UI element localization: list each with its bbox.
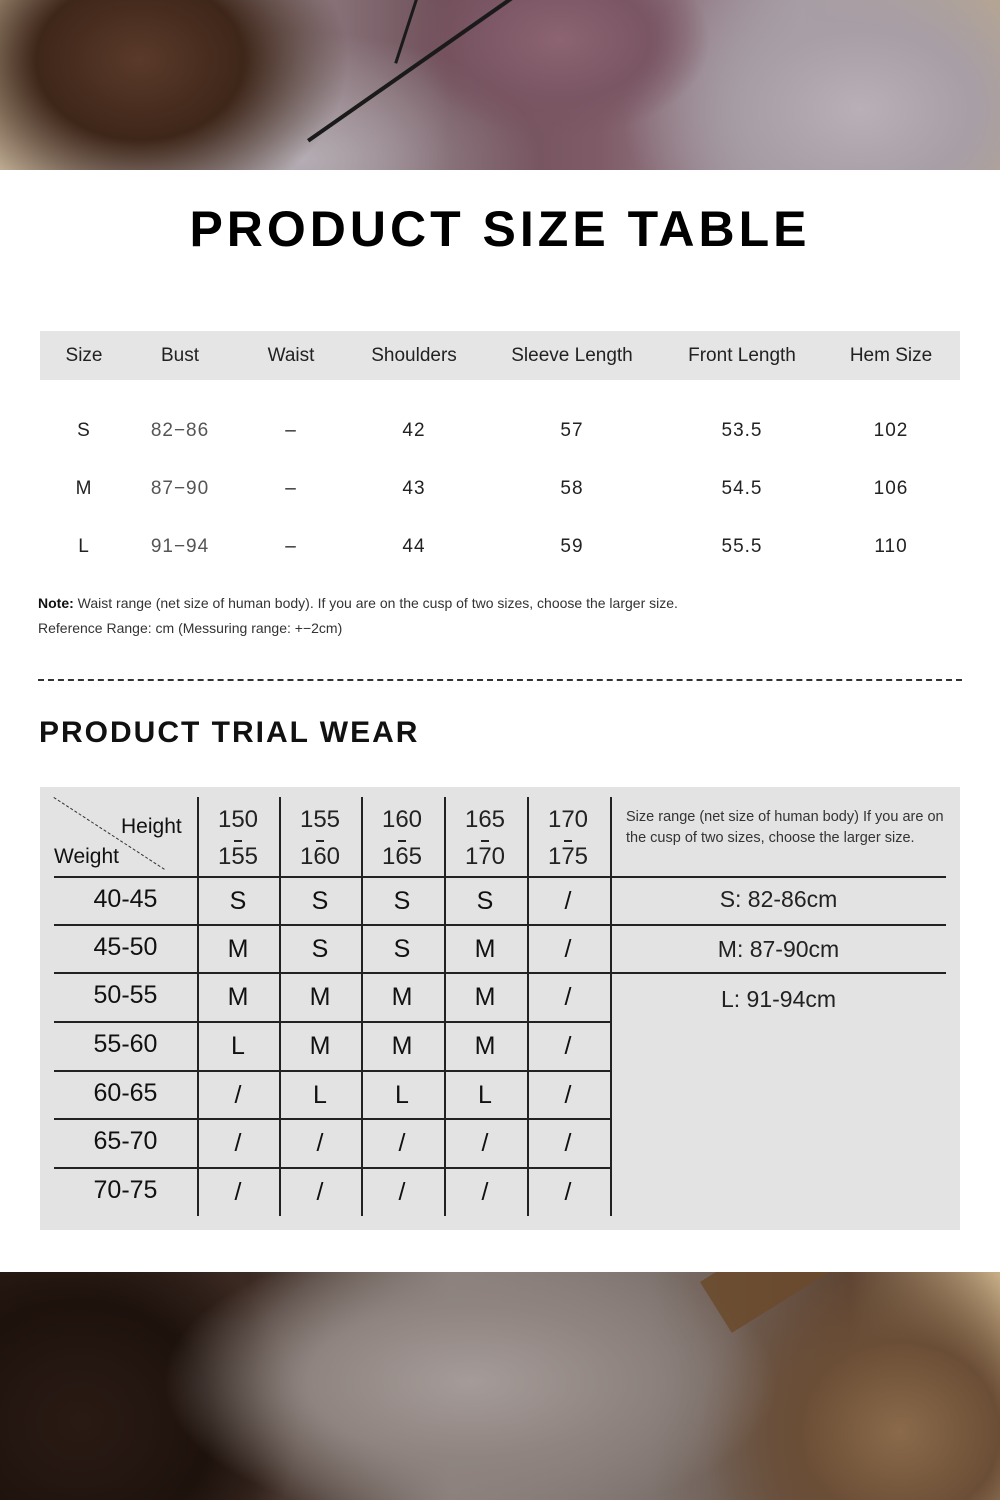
trial-wear-title: PRODUCT TRIAL WEAR xyxy=(39,716,420,749)
recommended-size-cell: / xyxy=(398,1178,406,1206)
recommended-size-cell: S xyxy=(229,887,247,915)
size-table-cell: 42 xyxy=(402,420,426,441)
height-range-start: 170 xyxy=(547,806,589,833)
size-table-cell: – xyxy=(285,478,297,499)
size-note xyxy=(38,595,678,611)
size-range-value: S: 82-86cm xyxy=(719,886,838,912)
recommended-size-cell: / xyxy=(234,1129,242,1157)
height-range-header xyxy=(527,801,609,875)
product-photo-top xyxy=(0,0,1000,170)
height-range-start: 165 xyxy=(464,806,506,833)
recommended-size-cell: L xyxy=(395,1081,409,1109)
size-table-cell: 102 xyxy=(873,420,909,441)
height-range-end xyxy=(361,838,443,875)
recommended-size-cell: M xyxy=(309,1032,331,1060)
reference-range-note: Reference Range: cm (Messuring range: +−2cm) xyxy=(38,620,343,636)
height-range-end xyxy=(279,838,361,875)
height-axis-label: Height xyxy=(121,815,182,838)
height-range-start: 155 xyxy=(299,806,341,833)
page-title: PRODUCT SIZE TABLE xyxy=(189,201,811,257)
recommended-size-cell: L xyxy=(313,1081,327,1109)
size-table-cell: 54.5 xyxy=(721,478,763,499)
height-range-end xyxy=(527,838,609,875)
size-range-value: L: 91-94cm xyxy=(720,986,837,1012)
size-table-cell: 55.5 xyxy=(721,536,763,557)
weight-range-cell: 45-50 xyxy=(93,933,158,961)
size-table-cell: 57 xyxy=(560,420,584,441)
product-photo-bottom xyxy=(0,1272,1000,1500)
size-header-cell: Shoulders xyxy=(371,345,457,366)
size-header-cell: Hem Size xyxy=(849,345,933,366)
size-table-cell: 87−90 xyxy=(150,478,210,499)
weight-range-cell: 55-60 xyxy=(93,1030,158,1058)
height-range-header xyxy=(361,801,443,875)
recommended-size-cell: M xyxy=(474,935,496,963)
recommended-size-cell: / xyxy=(481,1129,489,1157)
section-divider xyxy=(38,679,962,681)
height-range-end-value: 170 xyxy=(465,838,505,875)
size-table-cell: 53.5 xyxy=(721,420,763,441)
size-table-row xyxy=(40,470,960,510)
weight-range-cell: 70-75 xyxy=(93,1176,158,1204)
recommended-size-cell: M xyxy=(391,983,413,1011)
recommended-size-cell: L xyxy=(231,1032,245,1060)
weight-axis-label: Weight xyxy=(54,845,119,868)
size-table-cell: 59 xyxy=(560,536,584,557)
size-table-cell: 82−86 xyxy=(150,420,210,441)
recommended-size-cell: S xyxy=(311,935,329,963)
size-table-cell: 44 xyxy=(402,536,426,557)
recommended-size-cell: / xyxy=(564,983,572,1011)
necklace-cord xyxy=(307,0,522,142)
grid-horizontal-line xyxy=(54,1167,610,1169)
size-table-cell: S xyxy=(77,420,91,441)
size-header-cell: Bust xyxy=(160,345,200,366)
weight-range-cell: 40-45 xyxy=(93,885,158,913)
recommended-size-cell: / xyxy=(481,1178,489,1206)
height-range-header xyxy=(444,801,526,875)
size-table-header xyxy=(40,331,960,380)
size-table-cell: 106 xyxy=(873,478,909,499)
size-table-cell: – xyxy=(285,536,297,557)
note-text: Waist range (net size of human body). If you are on the cusp of two sizes, choose the larger size. xyxy=(73,595,678,611)
recommended-size-cell: S xyxy=(311,887,329,915)
weight-range-cell: 60-65 xyxy=(93,1079,158,1107)
size-table-cell: M xyxy=(75,478,93,499)
size-table-cell: 91−94 xyxy=(150,536,210,557)
size-range-value: M: 87-90cm xyxy=(717,936,840,962)
height-range-start: 150 xyxy=(217,806,259,833)
size-table-row xyxy=(40,412,960,452)
recommended-size-cell: L xyxy=(478,1081,492,1109)
recommended-size-cell: / xyxy=(234,1081,242,1109)
recommended-size-cell: / xyxy=(564,1129,572,1157)
recommended-size-cell: M xyxy=(227,935,249,963)
recommended-size-cell: S xyxy=(476,887,494,915)
height-range-header xyxy=(197,801,279,875)
grid-horizontal-line xyxy=(610,972,946,974)
grid-horizontal-line xyxy=(54,1021,610,1023)
recommended-size-cell: / xyxy=(564,935,572,963)
recommended-size-cell: / xyxy=(398,1129,406,1157)
recommended-size-cell: / xyxy=(316,1178,324,1206)
recommended-size-cell: M xyxy=(391,1032,413,1060)
recommended-size-cell: / xyxy=(234,1178,242,1206)
grid-horizontal-line xyxy=(610,876,946,878)
size-table-cell: 58 xyxy=(560,478,584,499)
size-table-row xyxy=(40,528,960,568)
recommended-size-cell: M xyxy=(474,1032,496,1060)
size-table-cell: 110 xyxy=(874,536,908,557)
weight-range-cell: 65-70 xyxy=(93,1127,158,1155)
necklace-cord xyxy=(394,0,418,64)
grid-horizontal-line xyxy=(54,876,610,878)
recommended-size-cell: M xyxy=(474,983,496,1011)
height-range-end-value: 155 xyxy=(218,838,258,875)
size-header-cell: Sleeve Length xyxy=(511,345,633,366)
height-range-header xyxy=(279,801,361,875)
recommended-size-cell: / xyxy=(564,1032,572,1060)
size-table-cell: L xyxy=(78,536,90,557)
weight-range-cell: 50-55 xyxy=(93,981,158,1009)
height-range-start: 160 xyxy=(381,806,423,833)
wooden-bench xyxy=(700,1272,1000,1333)
size-range-info: Size range (net size of human body) If you are on the cusp of two sizes, choose the larger size. xyxy=(626,809,944,846)
grid-horizontal-line xyxy=(610,924,946,926)
recommended-size-cell: / xyxy=(564,1081,572,1109)
size-header-cell: Waist xyxy=(267,345,315,366)
height-range-end xyxy=(444,838,526,875)
height-range-end-value: 160 xyxy=(300,838,340,875)
recommended-size-cell: M xyxy=(227,983,249,1011)
recommended-size-cell: S xyxy=(393,887,411,915)
grid-horizontal-line xyxy=(54,1118,610,1120)
grid-horizontal-line xyxy=(54,972,610,974)
recommended-size-cell: / xyxy=(564,887,572,915)
recommended-size-cell: S xyxy=(393,935,411,963)
recommended-size-cell: M xyxy=(309,983,331,1011)
size-header-cell: Front Length xyxy=(688,345,796,366)
grid-horizontal-line xyxy=(54,1070,610,1072)
size-header-cell: Size xyxy=(65,345,103,366)
recommended-size-cell: / xyxy=(564,1178,572,1206)
height-range-end-value: 165 xyxy=(382,838,422,875)
recommended-size-cell: / xyxy=(316,1129,324,1157)
size-table-cell: 43 xyxy=(402,478,426,499)
height-range-end xyxy=(197,838,279,875)
size-table-cell: – xyxy=(285,420,297,441)
note-label: Note: xyxy=(38,595,74,611)
height-range-end-value: 175 xyxy=(548,838,588,875)
grid-horizontal-line xyxy=(54,924,610,926)
